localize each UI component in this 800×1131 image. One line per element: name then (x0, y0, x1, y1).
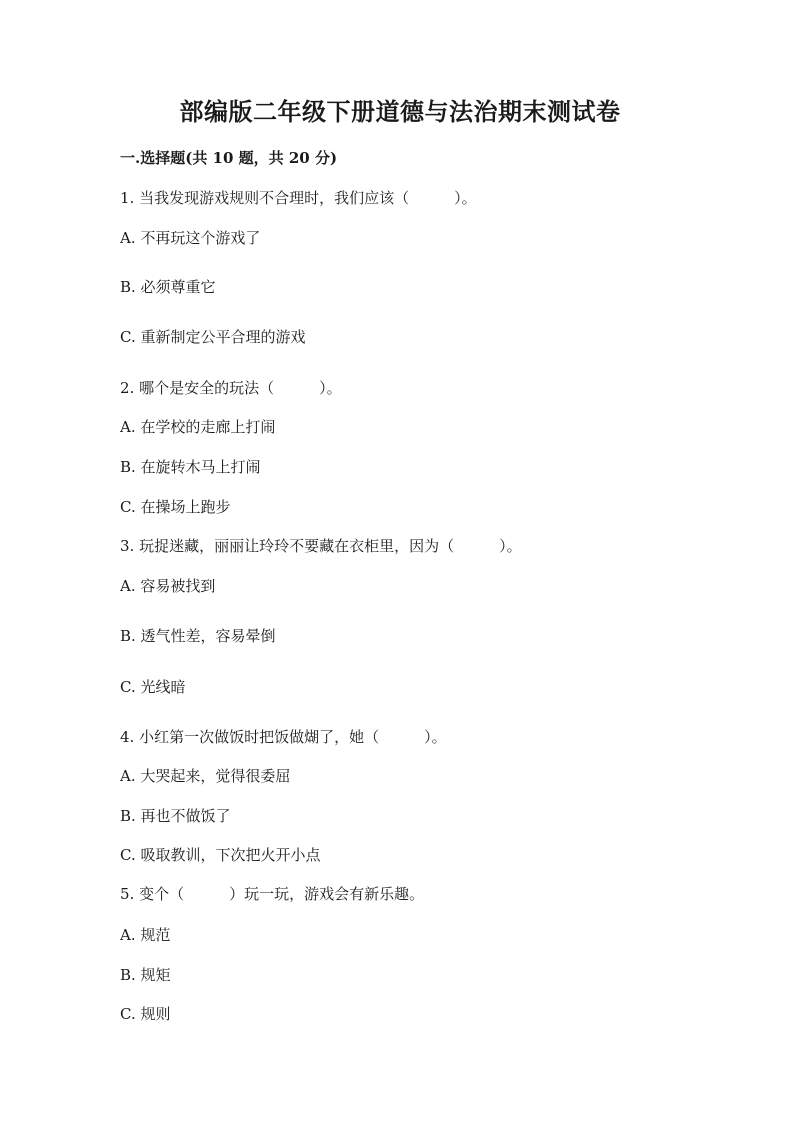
document-title: 部编版二年级下册道德与法治期末测试卷 (179, 97, 621, 126)
question-3: 3. 玩捉迷藏，丽丽让玲玲不要藏在衣柜里，因为（ ）。 (120, 537, 522, 555)
question-2-option-c: C. 在操场上跑步 (120, 498, 231, 516)
question-4-option-c: C. 吸取教训，下次把火开小点 (120, 846, 321, 864)
section-heading: 一.选择题(共 10 题，共 20 分) (120, 149, 338, 167)
question-5-option-c: C. 规则 (120, 1005, 171, 1023)
question-5: 5. 变个（ ）玩一玩，游戏会有新乐趣。 (120, 885, 425, 903)
question-1-option-b: B. 必须尊重它 (120, 278, 216, 296)
question-3-option-a: A. 容易被找到 (120, 577, 216, 595)
question-1-option-a: A. 不再玩这个游戏了 (120, 229, 261, 247)
question-2: 2. 哪个是安全的玩法（ ）。 (120, 379, 342, 397)
question-1: 1. 当我发现游戏规则不合理时，我们应该（ ）。 (120, 189, 477, 207)
question-2-option-a: A. 在学校的走廊上打闹 (120, 418, 276, 436)
question-4-option-a: A. 大哭起来，觉得很委屈 (120, 767, 291, 785)
question-4-option-b: B. 再也不做饭了 (120, 807, 231, 825)
question-3-option-c: C. 光线暗 (120, 678, 186, 696)
question-4: 4. 小红第一次做饭时把饭做煳了，她（ ）。 (120, 728, 447, 746)
question-2-option-b: B. 在旋转木马上打闹 (120, 458, 261, 476)
question-3-option-b: B. 透气性差，容易晕倒 (120, 627, 276, 645)
question-1-option-c: C. 重新制定公平合理的游戏 (120, 328, 306, 346)
question-5-option-b: B. 规矩 (120, 966, 171, 984)
question-5-option-a: A. 规范 (120, 926, 171, 944)
